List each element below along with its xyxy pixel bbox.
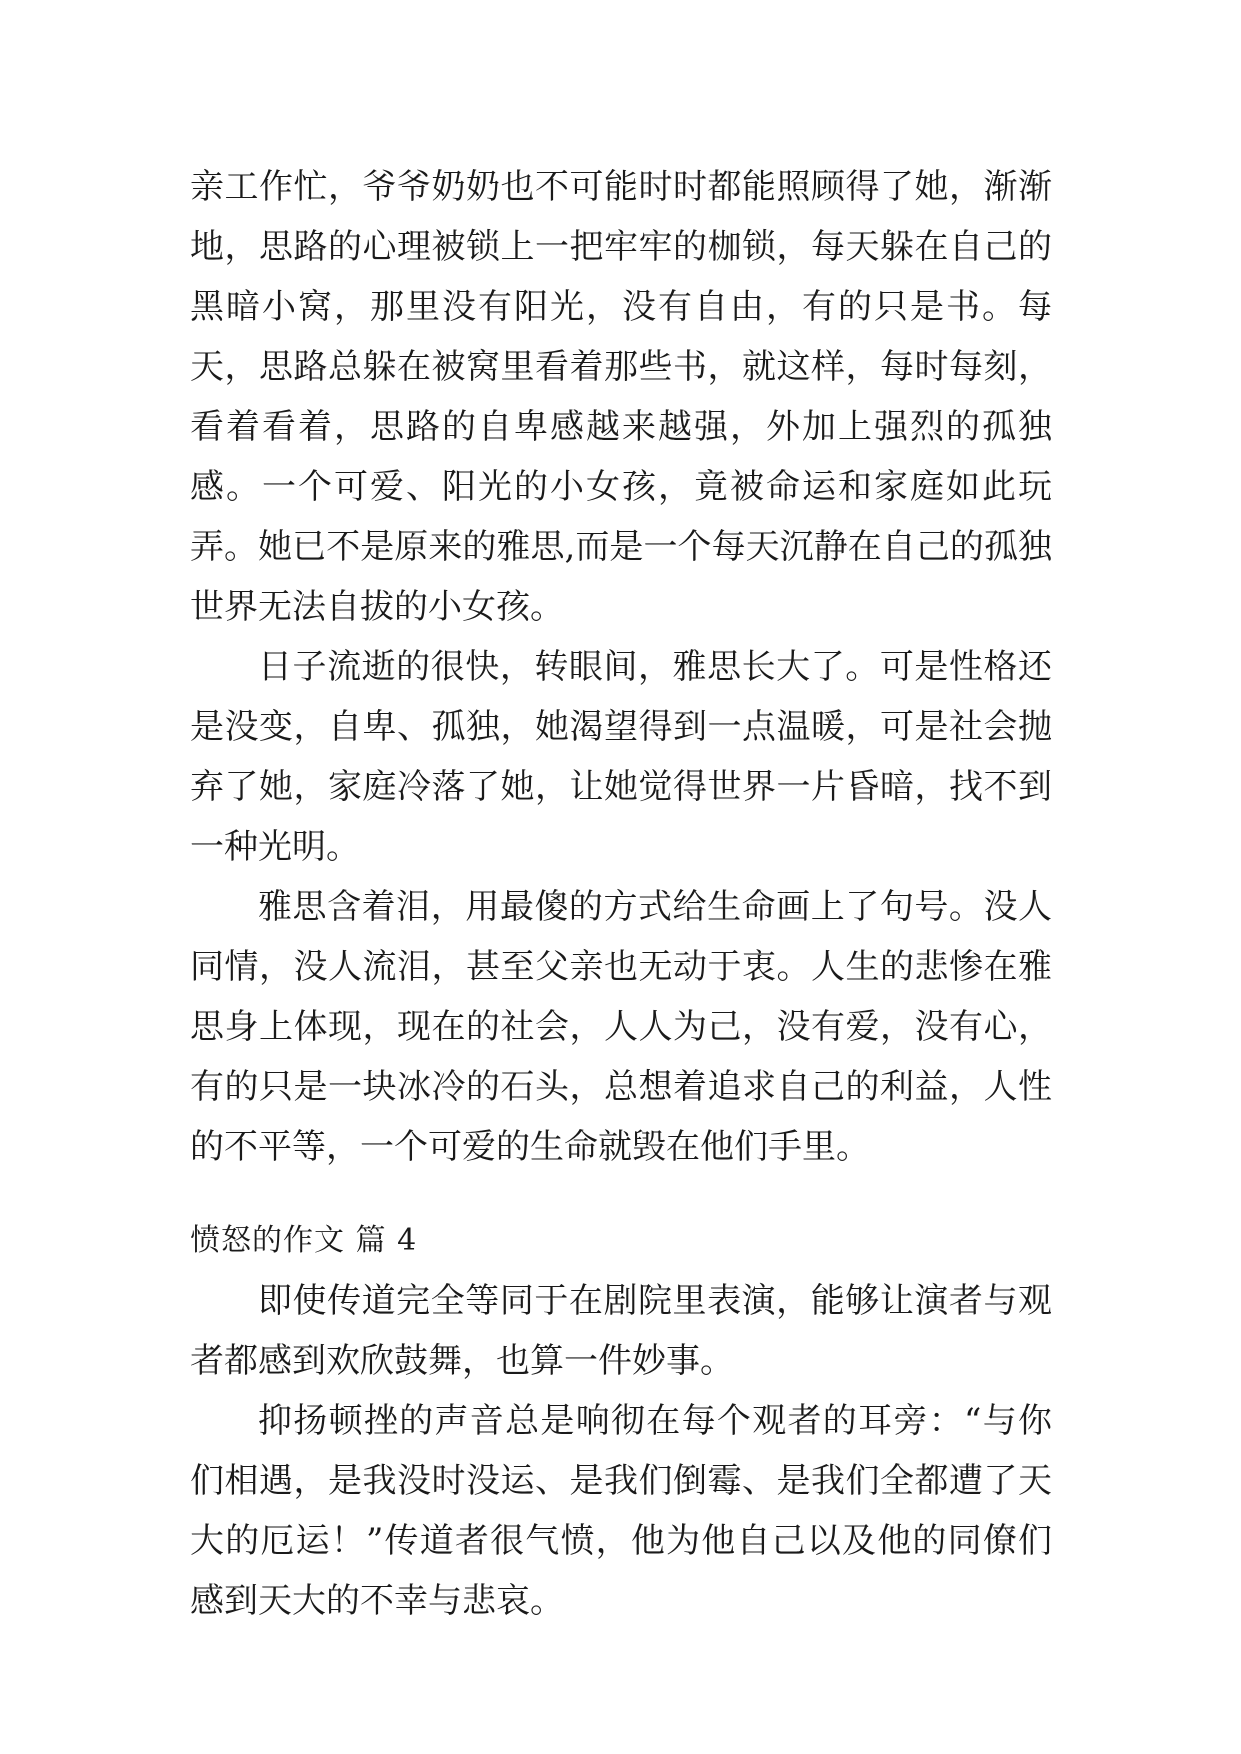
section-spacer: [190, 1177, 1052, 1211]
paragraph-3: 雅思含着泪，用最傻的方式给生命画上了句号。没人同情，没人流泪，甚至父亲也无动于衷。人生的悲惨在雅思身上体现，现在的社会，人人为己，没有爱，没有心，有的只是一块冰冷的石头，总想着追求自己的利益，人性的不平等，一个可爱的生命就毁在他们手里。: [190, 887, 1052, 1167]
paragraph-1: 亲工作忙，爷爷奶奶也不可能时时都能照顾得了她，渐渐地，思路的心理被锁上一把牢牢的枷锁，每天躲在自己的黑暗小窝，那里没有阳光，没有自由，有的只是书。每天，思路总躲在被窝里看着那些书，就这样，每时每刻，看着看着，思路的自卑感越来越强，外加上强烈的孤独感。一个可爱、阳光的小女孩，竟被命运和家庭如此玩弄。她已不是原来的雅思,而是一个每天沉静在自己的孤独世界无法自拔的小女孩。: [190, 167, 1052, 627]
paragraph-4: 即使传道完全等同于在剧院里表演，能够让演者与观者都感到欢欣鼓舞，也算一件妙事。: [190, 1281, 1052, 1381]
paragraph-2: 日子流逝的很快，转眼间，雅思长大了。可是性格还是没变，自卑、孤独，她渴望得到一点温暖，可是社会抛弃了她，家庭冷落了她，让她觉得世界一片昏暗，找不到一种光明。: [190, 647, 1052, 867]
paragraph-5: 抑扬顿挫的声音总是响彻在每个观者的耳旁：“与你们相遇，是我没时没运、是我们倒霉、是我们全都遭了天大的厄运！”传道者很气愤，他为他自己以及他的同僚们感到天大的不幸与悲哀。: [190, 1401, 1052, 1621]
section-heading: 愤怒的作文 篇 4: [190, 1223, 418, 1258]
text-body: [190, 157, 1052, 1631]
